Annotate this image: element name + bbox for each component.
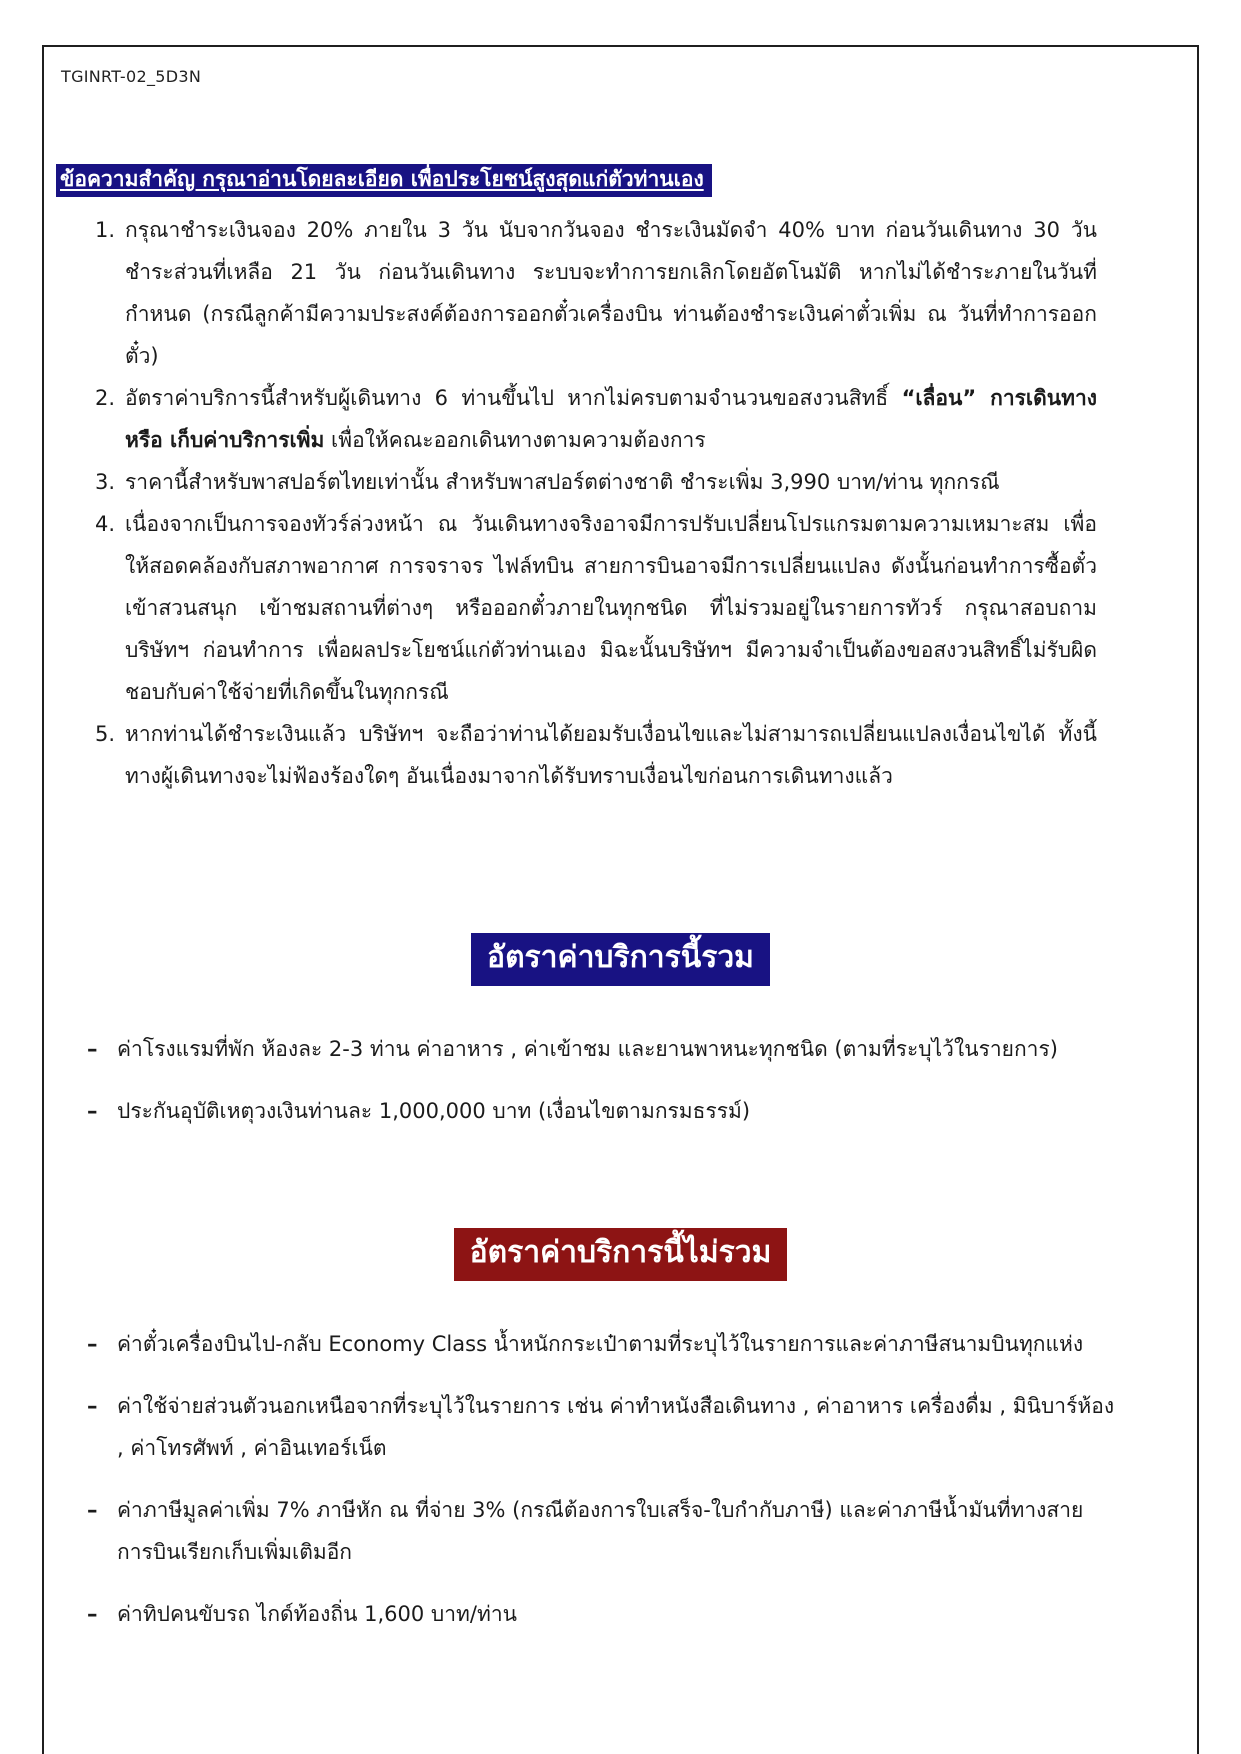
dash-marker: –	[87, 1037, 98, 1061]
term-text: เนื่องจากเป็นการจองทัวร์ล่วงหน้า ณ วันเดินทางจริงอาจมีการปรับเปลี่ยนโปรแกรมตามความเหมาะสม เพื่อให้สอดคล้องกับสภาพอากาศ การจราจร ไฟล์ทบิน สายการบินอาจมีการเปลี่ยนแปลง ดังนั้นก่อนทำการซื้อตั๋วเข้าสวนสนุก เข้าชมสถานที่ต่างๆ หรือออกตั๋วภายในทุกชนิด ที่ไม่รวมอยู่ในรายการทัวร์ กรุณาสอบถามบริษัทฯ ก่อนทำการ เพื่อผลประโยชน์แก่ตัวท่านเอง มิฉะนั้นบริษัทฯ มีความจำเป็นต้องขอสงวนสิทธิ์ไม่รับผิดชอบกับค่าใช้จ่ายที่เกิดขึ้นในทุกกรณี	[125, 512, 1097, 704]
term-number: 5.	[95, 722, 116, 746]
term-item-4	[95, 503, 1097, 713]
dash-marker: –	[87, 1602, 98, 1626]
dash-marker: –	[87, 1332, 98, 1356]
term-text-post: เพื่อให้คณะออกเดินทางตามความต้องการ	[324, 428, 706, 452]
excluded-item-2	[87, 1385, 1117, 1469]
dash-marker: –	[87, 1394, 98, 1418]
term-text: หากท่านได้ชำระเงินแล้ว บริษัทฯ จะถือว่าท่านได้ยอมรับเงื่อนไขและไม่สามารถเปลี่ยนแปลงเงื่อนไขได้ ทั้งนี้ทางผู้เดินทางจะไม่ฟ้องร้องใดๆ อันเนื่องมาจากได้รับทราบเงื่อนไขก่อนการเดินทางแล้ว	[125, 722, 1097, 788]
excluded-item-text: ค่าใช้จ่ายส่วนตัวนอกเหนือจากที่ระบุไว้ในรายการ เช่น ค่าทำหนังสือเดินทาง , ค่าอาหาร เครื่องดื่ม , มินิบาร์ห้อง , ค่าโทรศัพท์ , ค่าอินเทอร์เน็ต	[117, 1394, 1115, 1460]
included-item-text: ค่าโรงแรมที่พัก ห้องละ 2-3 ท่าน ค่าอาหาร , ค่าเข้าชม และยานพาหนะทุกชนิด (ตามที่ระบุไว้ในรายการ)	[117, 1037, 1058, 1061]
term-item-1	[95, 209, 1097, 377]
dash-marker: –	[87, 1498, 98, 1522]
terms-list	[44, 209, 1197, 797]
term-number: 3.	[95, 470, 116, 494]
excluded-item-4	[87, 1593, 1117, 1635]
included-banner: อัตราค่าบริการนี้รวม	[471, 933, 770, 986]
included-item-2	[87, 1090, 1117, 1132]
excluded-banner-row	[44, 1228, 1197, 1281]
term-text	[125, 377, 1097, 461]
excluded-item-text: ค่าภาษีมูลค่าเพิ่ม 7% ภาษีหัก ณ ที่จ่าย 3% (กรณีต้องการใบเสร็จ-ใบกำกับภาษี) และค่าภาษีน้ำมันที่ทางสายการบินเรียกเก็บเพิ่มเติมอีก	[117, 1498, 1084, 1564]
term-text: กรุณาชำระเงินจอง 20% ภายใน 3 วัน นับจากวันจอง ชำระเงินมัดจำ 40% บาท ก่อนวันเดินทาง 30 วัน ชำระส่วนที่เหลือ 21 วัน ก่อนวันเดินทาง ระบบจะทำการยกเลิกโดยอัตโนมัติ หากไม่ได้ชำระภายในวันที่กำหนด (กรณีลูกค้ามีความประสงค์ต้องการออกตั๋วเครื่องบิน ท่านต้องชำระเงินค่าตั๋วเพิ่ม ณ วันที่ทำการออกตั๋ว)	[125, 218, 1097, 368]
dash-marker: –	[87, 1099, 98, 1123]
term-text-pre: อัตราค่าบริการนี้สำหรับผู้เดินทาง 6 ท่านขึ้นไป หากไม่ครบตามจำนวนขอสงวนสิทธิ์	[125, 386, 902, 410]
excluded-item-3	[87, 1489, 1117, 1573]
included-item-text: ประกันอุบัติเหตุวงเงินท่านละ 1,000,000 บาท (เงื่อนไขตามกรมธรรม์)	[117, 1099, 751, 1123]
term-text-bold: “เลื่อน” การเดินทาง หรือ เก็บค่าบริการเพิ่ม	[125, 386, 1097, 452]
term-number: 4.	[95, 512, 116, 536]
excluded-item-1	[87, 1323, 1117, 1365]
included-banner-row	[44, 933, 1197, 986]
important-notice-banner: ข้อความสำคัญ กรุณาอ่านโดยละเอียด เพื่อประโยชน์สูงสุดแก่ตัวท่านเอง	[56, 164, 712, 197]
important-notice-row	[56, 164, 1197, 197]
excluded-list	[44, 1323, 1197, 1635]
included-list	[44, 1028, 1197, 1132]
term-number: 2.	[95, 386, 116, 410]
term-text: ราคานี้สำหรับพาสปอร์ตไทยเท่านั้น สำหรับพาสปอร์ตต่างชาติ ชำระเพิ่ม 3,990 บาท/ท่าน ทุกกรณี	[125, 470, 1000, 494]
excluded-item-text: ค่าตั๋วเครื่องบินไป-กลับ Economy Class น้ำหนักกระเป๋าตามที่ระบุไว้ในรายการและค่าภาษีสนามบินทุกแห่ง	[117, 1332, 1084, 1356]
term-item-5	[95, 713, 1097, 797]
excluded-banner: อัตราค่าบริการนี้ไม่รวม	[454, 1228, 788, 1281]
term-item-3	[95, 461, 1097, 503]
doc-code: TGINRT-02_5D3N	[61, 67, 202, 86]
term-item-2	[95, 377, 1097, 461]
included-item-1	[87, 1028, 1117, 1070]
page-border	[42, 45, 1199, 1754]
term-number: 1.	[95, 218, 116, 242]
excluded-item-text: ค่าทิปคนขับรถ ไกด์ท้องถิ่น 1,600 บาท/ท่าน	[117, 1602, 517, 1626]
